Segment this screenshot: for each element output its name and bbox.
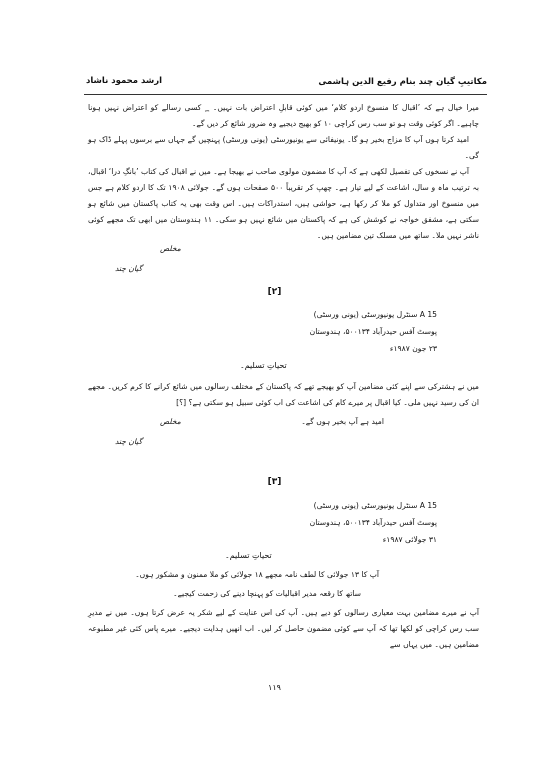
page-number: ۱۱۹ xyxy=(268,683,281,692)
letter2-body xyxy=(88,379,479,411)
letter2-signature: گیان چند xyxy=(115,437,143,446)
letter1-closing: مخلص xyxy=(160,244,181,253)
letter2-number: [۲] xyxy=(267,287,282,297)
letter3-paragraph: آپ نے میرے مضامین بہت معیاری رسالوں کو دیے ہیں۔ آپ کی اس عنایت کے لیے شکر یہ عرض کرتا ہوں۔ میں نے مدیرِ سب رس کراچی کو لکھا تھا کہ آپ سے کوئی مضمون حاصل کر لیں۔ اب انھیں ہدایت دیجیے۔ میرے پاس کئی غیر مطبوعہ مضامین ہیں۔ میں یہاں سے xyxy=(88,608,479,649)
running-header-title: مکاتیبِ گیان چند بنام رفیع الدین ہاشمی xyxy=(318,77,487,87)
letter1-paragraph: آپ نے نسخوں کی تفصیل لکھی ہے کہ آپ کا مضمون مولوی صاحب نے بھیجا ہے۔ میں نے اقبال کی کتاب ’بانگِ درا‘ اقبال، بہ ترتیب ماہ و سال، اشاعت کے لیے تیار ہے۔ چھپ کر تقریباً ۵۰۰ صفحات ہوں گے۔ جولائی ۱۹۰۸ تک کا اردو کلام ہے جس میں منسوخ اور متداول کو ملا کر رکھا ہے، حواشی ہیں، استدراکات ہیں۔ اس وقت بھی یہ کتاب پاکستان میں شائع ہو سکتی ہے، مشفق خواجہ نے کوشش کی ہے کہ پاکستان میں شائع نہیں ہو سکی۔ ۱۱ ہندوستان میں ابھی تک مجھے کوئی ناشر نہیں ملا۔ ساتھ میں مسلک تین مضامین ہیں۔ xyxy=(88,167,480,240)
letter3-address xyxy=(310,497,437,548)
letter-date: ۳۱ جولائی ۱۹۸۷ء xyxy=(382,535,437,544)
letter2-paragraph: میں نے ہشترکی سے اپنے کئی مضامین آپ کو بھیجے تھے کہ پاکستان کے مختلف رسالوں میں شائع کرانے کا کرم کریں۔ مجھے ان کی رسید نہیں ملی۔ کیا اقبال پر میرے کام کی اشاعت کی اب کوئی سبیل ہو سکتی ہے؟ [؟] xyxy=(88,382,479,407)
letter2-address xyxy=(310,306,437,357)
letter2-paragraph: امید ہے آپ بخیر ہوں گے۔ xyxy=(301,417,384,426)
letter3-salutation: تحیاتِ تسلیم۔ xyxy=(225,551,272,560)
address-line: پوسٹ آفس حیدرآباد ۵۰۰۱۳۴، ہندوستان xyxy=(309,518,437,527)
running-header-author: ارشد محمود ناشاد xyxy=(86,76,163,86)
letter1-signature: گیان چند xyxy=(115,264,143,273)
letter3-line: ساتھ کا رقعہ مدیر اقبالیات کو پہنچا دینے کی زحمت کیجیے۔ xyxy=(173,589,361,598)
letter2-closing: مخلص xyxy=(160,417,181,426)
letter2-salutation: تحیاتِ تسلیم۔ xyxy=(240,361,287,370)
letter3-body xyxy=(88,605,479,653)
letter3-line: آپ کا ۱۳ جولائی کا لطف نامہ مجھے ۱۸ جولائی کو ملا ممنون و مشکور ہوں۔ xyxy=(135,570,379,579)
letter-date: ۲۳ جون ۱۹۸۷ء xyxy=(389,344,437,353)
address-line: A 15 سنٹرل یونیورسٹی (یونی ورسٹی) xyxy=(313,501,437,510)
header-rule xyxy=(84,94,487,95)
letter3-number: [۳] xyxy=(267,477,282,487)
letter1-body xyxy=(88,100,479,244)
address-line: پوسٹ آفس حیدرآباد ۵۰۰۱۳۴، ہندوستان xyxy=(309,327,437,336)
letter1-paragraph: میرا خیال ہے کہ ’اقبال کا منسوخ اردو کلام‘ میں کوئی قابلِ اعتراض بات نہیں۔ ؁ کسی رسالے کو اعتراض نہیں ہونا چاہیے۔ اگر کوئی وقت ہو تو سب رس کراچی ۱۰ کو بھیج دیجیے وہ ضرور شائع کر دیں گے۔ xyxy=(88,103,479,128)
letter1-paragraph: امید کرتا ہوں آپ کا مزاج بخیر ہو گا۔ یونیفائی سے یونیورسٹی (یونی ورسٹی) پہنچیں گے جہاں سے برسوں پہلے ڈاک ہو گی۔ xyxy=(88,135,479,160)
address-line: A 15 سنٹرل یونیورسٹی (یونی ورسٹی) xyxy=(313,310,437,319)
